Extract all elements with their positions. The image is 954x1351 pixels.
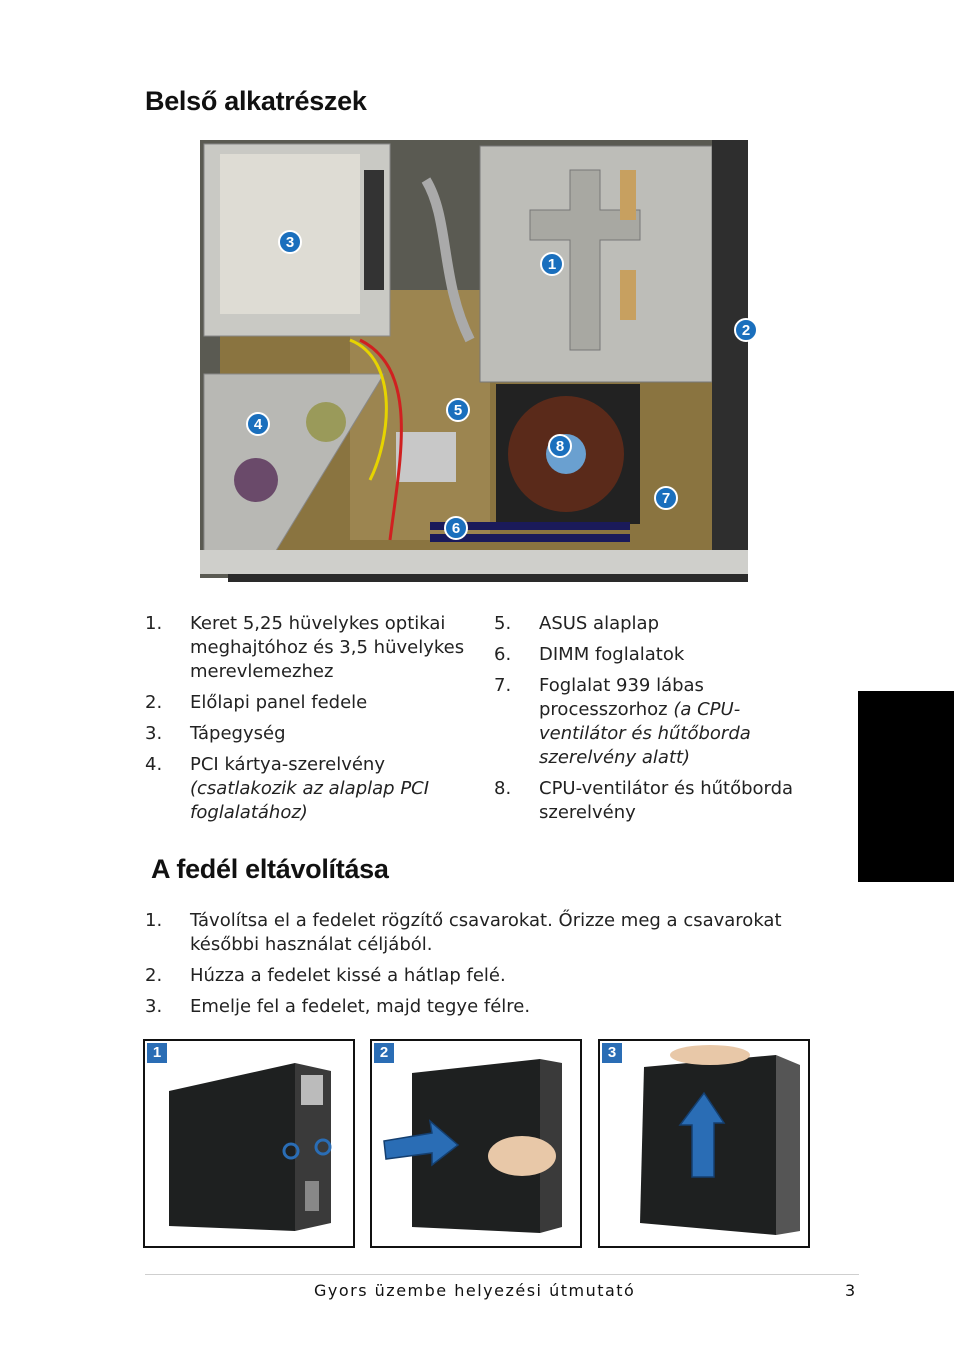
list-item: 4. PCI kártya-szerelvény (csatlakozik az alaplap PCI foglalatához) (145, 754, 430, 823)
callout-4 (247, 413, 269, 435)
page-number: 3 (845, 1281, 856, 1300)
callout-6 (445, 517, 467, 539)
list-item: 2. Előlapi panel fedele (145, 692, 368, 713)
svg-text:8: 8 (555, 438, 565, 455)
list-item: 2. Húzza a fedelet kissé a hátlap felé. (145, 965, 506, 986)
step-badge: 3 (602, 1043, 622, 1063)
callout-3 (279, 231, 301, 253)
internal-components-photo (200, 140, 760, 592)
list-item: 1. Távolítsa el a fedelet rögzítő csavarokat. Őrizze meg a csavarokat későbbi használat céljából. (145, 910, 782, 955)
footer-title: Gyors üzembe helyezési útmutató (314, 1281, 636, 1300)
list-item: 3. Tápegység (145, 723, 286, 744)
svg-text:1: 1 (547, 256, 557, 273)
callout-1 (541, 253, 563, 275)
step-badge: 2 (374, 1043, 394, 1063)
section-title-cover-removal: A fedél eltávolítása (151, 854, 389, 884)
callout-2 (735, 319, 757, 341)
components-list-left (145, 612, 475, 832)
slide-cover-illustration (372, 1041, 580, 1246)
svg-text:4: 4 (253, 416, 263, 433)
list-item: 3. Emelje fel a fedelet, majd tegye félre. (145, 996, 531, 1017)
callout-8 (549, 435, 571, 457)
list-item: 6. DIMM foglalatok (494, 644, 685, 665)
list-item: 5. ASUS alaplap (494, 613, 660, 634)
list-item: 7. Foglalat 939 lábas processzorhoz (a CPU-ventilátor és hűtőborda szerelvény alatt) (494, 675, 751, 768)
list-item: 8. CPU-ventilátor és hűtőborda szerelvény (494, 778, 794, 823)
list-item: 1. Keret 5,25 hüvelykes optikai meghajtóhoz és 3,5 hüvelykes merevlemezhez (145, 613, 465, 682)
item-note: (a CPU-ventilátor és hűtőborda szerelvény alatt) (539, 699, 751, 768)
lift-cover-illustration (600, 1041, 808, 1246)
language-side-tab (858, 691, 954, 882)
step-badge: 1 (147, 1043, 167, 1063)
callout-5 (447, 399, 469, 421)
step-1-photo (143, 1039, 355, 1248)
components-list-right (494, 612, 804, 832)
footer-divider (145, 1274, 859, 1275)
step-3-photo (598, 1039, 810, 1248)
section-title-internal-components: Belső alkatrészek (145, 86, 367, 116)
svg-text:7: 7 (661, 490, 671, 507)
pc-rear-screws-illustration (145, 1041, 353, 1246)
item-note: (csatlakozik az alaplap PCI foglalatához) (190, 778, 430, 823)
svg-text:2: 2 (741, 322, 751, 339)
svg-text:5: 5 (453, 402, 463, 419)
svg-text:3: 3 (285, 234, 295, 251)
step-2-photo (370, 1039, 582, 1248)
callout-7 (655, 487, 677, 509)
svg-text:6: 6 (451, 520, 461, 537)
steps-list (145, 909, 805, 1026)
